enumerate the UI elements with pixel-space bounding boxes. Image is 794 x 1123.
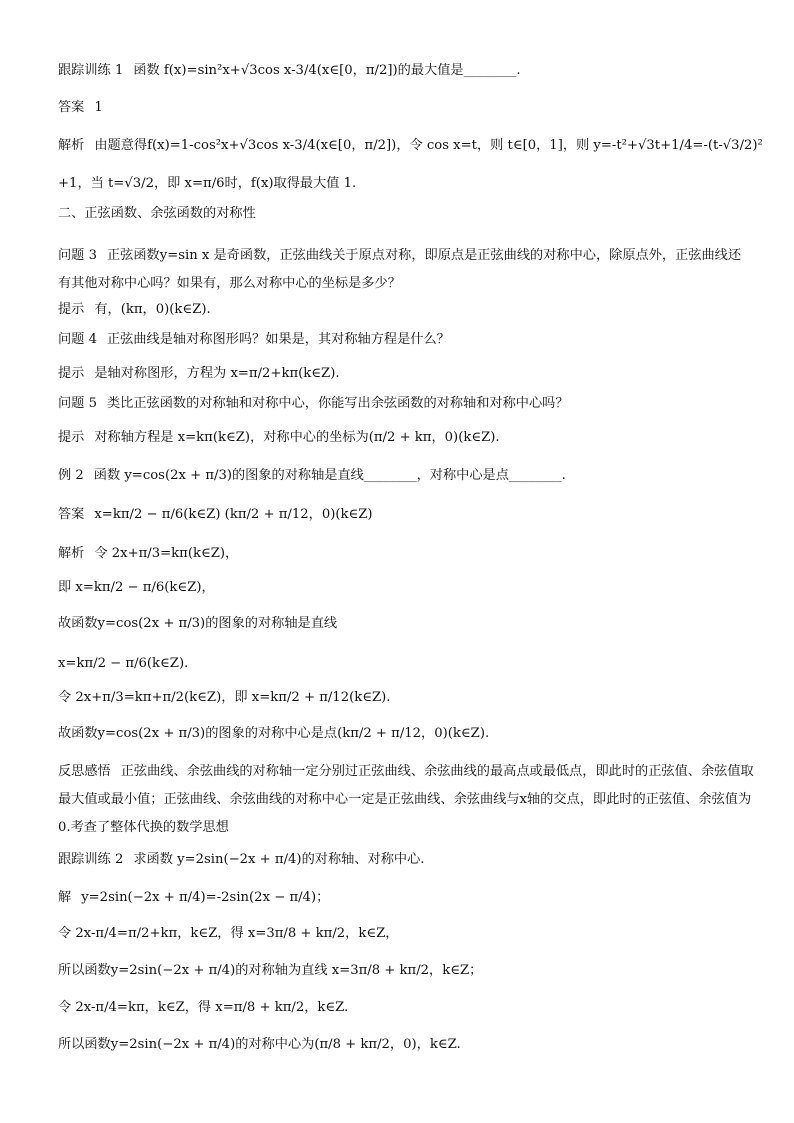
hint-4: 提示 是轴对称图形，方程为 x=π/2+kπ(k∈Z).	[58, 366, 340, 381]
question-3: 问题 3 正弦函数y=sin x 是奇函数，正弦曲线关于原点对称，即原点是正弦曲线的对称中心，除原点外，正弦曲线还有其他对称中心吗？如果有，那么对称中心的坐标是多少？	[58, 248, 742, 291]
exercise-1-answer: 答案 1	[58, 100, 103, 115]
exercise-2-solution: 解 y=2sin(−2x + π/4)=-2sin(2x − π/4)；	[58, 890, 330, 905]
example-2-question: 例 2 函数 y=cos(2x + π/3)的图象的对称轴是直线________，对称中心是点________.	[58, 468, 566, 483]
exercise-2-step-4: 所以函数y=2sin(−2x + π/4)的对称中心为(π/8 + kπ/2，0)，k∈Z.	[58, 1037, 461, 1052]
example-2-step-3: x=kπ/2 − π/6(k∈Z).	[58, 656, 189, 671]
example-2-step-5: 故函数y=cos(2x + π/3)的图象的对称中心是点(kπ/2 + π/12，0)(k∈Z).	[58, 726, 490, 741]
section-heading: 二、正弦函数、余弦函数的对称性	[58, 206, 256, 221]
exercise-1-analysis: 解析 由题意得f(x)=1-cos²x+√3cos x-3/4(x∈[0，π/2])，令 cos x=t，则 t∈[0，1]，则 y=-t²+√3t+1/4=-(t-√3/2)²	[58, 138, 763, 153]
hint-5: 提示 对称轴方程是 x=kπ(k∈Z)，对称中心的坐标为(π/2 + kπ，0)(k∈Z).	[58, 430, 500, 445]
example-2-answer: 答案 x=kπ/2 − π/6(k∈Z) (kπ/2 + π/12，0)(k∈Z)	[58, 507, 373, 522]
exercise-2-step-2: 所以函数y=2sin(−2x + π/4)的对称轴为直线 x=3π/8 + kπ/2，k∈Z；	[58, 963, 483, 978]
question-4: 问题 4 正弦曲线是轴对称图形吗？如果是，其对称轴方程是什么？	[58, 332, 450, 347]
exercise-2-question: 跟踪训练 2 求函数 y=2sin(−2x + π/4)的对称轴、对称中心.	[58, 852, 425, 867]
exercise-1-question: 跟踪训练 1 函数 f(x)=sin²x+√3cos x-3/4(x∈[0，π/2])的最大值是________.	[58, 63, 521, 78]
reflection: 反思感悟 正弦曲线、余弦曲线的对称轴一定分别过正弦曲线、余弦曲线的最高点或最低点，即此时的正弦值、余弦值取最大值或最小值；正弦曲线、余弦曲线的对称中心一定是正弦曲线、余弦曲线与x轴的交点，即此时的正弦值、余弦值为0.考查了整体代换的数学思想	[58, 764, 754, 835]
example-2-analysis: 解析 令 2x+π/3=kπ(k∈Z)，	[58, 546, 239, 561]
exercise-2-step-3: 令 2x-π/4=kπ，k∈Z，得 x=π/8 + kπ/2，k∈Z.	[58, 1000, 349, 1015]
exercise-1-analysis-cont: +1，当 t=√3/2，即 x=π/6时，f(x)取得最大值 1.	[58, 176, 357, 191]
example-2-step-2: 故函数y=cos(2x + π/3)的图象的对称轴是直线	[58, 616, 338, 631]
exercise-2-step-1: 令 2x-π/4=π/2+kπ，k∈Z，得 x=3π/8 + kπ/2，k∈Z，	[58, 926, 399, 941]
hint-3: 提示 有，(kπ，0)(k∈Z).	[58, 302, 211, 317]
question-5: 问题 5 类比正弦函数的对称轴和对称中心，你能写出余弦函数的对称轴和对称中心吗？	[58, 396, 569, 411]
example-2-step-1: 即 x=kπ/2 − π/6(k∈Z)，	[58, 580, 215, 595]
example-2-step-4: 令 2x+π/3=kπ+π/2(k∈Z)，即 x=kπ/2 + π/12(k∈Z).	[58, 690, 391, 705]
